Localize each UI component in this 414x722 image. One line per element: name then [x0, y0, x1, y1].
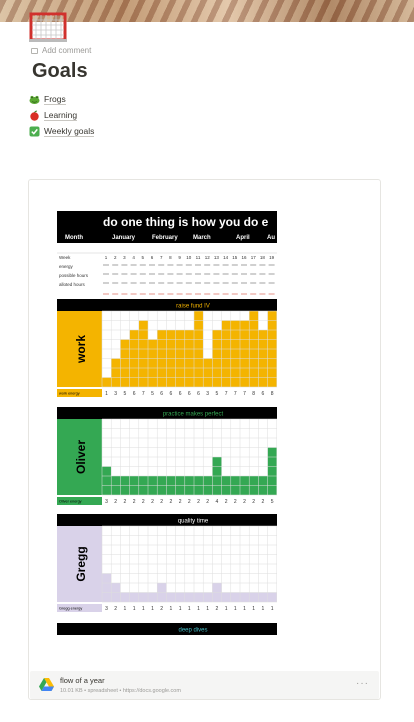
- page-link-learning[interactable]: [29, 107, 94, 123]
- energy-value: 7: [224, 391, 228, 397]
- week-number: 6: [150, 255, 154, 260]
- energy-value: 6: [197, 391, 200, 397]
- energy-value: 5: [123, 391, 127, 397]
- file-meta: 10.01 KB • spreadsheet • https://docs.google.com: [60, 688, 181, 694]
- comment-icon: [31, 48, 38, 54]
- week-number: 7: [159, 255, 163, 260]
- row-cell: [241, 273, 247, 275]
- row-cell: [140, 282, 146, 284]
- energy-value: 1: [141, 606, 145, 612]
- file-bar[interactable]: [30, 671, 379, 699]
- level-bar: [120, 340, 129, 388]
- row-cell: [177, 264, 183, 266]
- level-bar: [240, 321, 249, 388]
- energy-value: 1: [169, 606, 173, 612]
- row-cell: [186, 273, 192, 275]
- row-cell: [241, 293, 247, 295]
- energy-value: 2: [169, 499, 173, 505]
- energy-value: 1: [123, 606, 127, 612]
- energy-value: 1: [243, 606, 246, 612]
- row-cell: [186, 282, 192, 284]
- energy-value: 6: [160, 391, 164, 397]
- level-bar: [148, 340, 157, 388]
- row-cell: [149, 273, 155, 275]
- week-number: 18: [259, 255, 265, 260]
- energy-value: 1: [105, 391, 108, 397]
- energy-value: 3: [105, 499, 108, 505]
- row-cell: [131, 282, 137, 284]
- sheet-banner-text: do one thing is how you do e: [103, 215, 269, 229]
- row-cell: [177, 273, 183, 275]
- level-bar: [102, 467, 111, 496]
- energy-value: 1: [270, 606, 274, 612]
- spreadsheet-preview-svg: [57, 211, 277, 635]
- energy-value: 2: [215, 606, 219, 612]
- level-bar: [166, 593, 175, 603]
- energy-value: 2: [206, 499, 210, 505]
- energy-value: 1: [224, 606, 228, 612]
- row-cell: [149, 264, 155, 266]
- week-number: 2: [113, 255, 117, 260]
- row-cell: [259, 293, 265, 295]
- energy-value: 2: [114, 499, 118, 505]
- week-number: 15: [232, 255, 238, 260]
- row-cell: [223, 293, 229, 295]
- page-link-label: Weekly goals: [44, 125, 95, 136]
- row-cell: [259, 282, 265, 284]
- level-bar: [222, 321, 231, 388]
- google-drive-icon: [39, 678, 54, 691]
- row-cell: [167, 264, 173, 266]
- file-embed[interactable]: [28, 179, 381, 700]
- level-bar: [102, 574, 111, 603]
- row-cell: [149, 282, 155, 284]
- row-cell: [158, 293, 164, 295]
- row-cell: [269, 293, 275, 295]
- row-cell: [131, 264, 137, 266]
- energy-value: 2: [224, 499, 228, 505]
- section-header: [57, 299, 277, 311]
- section-header-text: practice makes perfect: [162, 411, 224, 418]
- energy-value: 1: [252, 606, 256, 612]
- level-bar: [102, 378, 111, 388]
- energy-value: 2: [233, 499, 237, 505]
- page-link-weekly-goals[interactable]: [29, 123, 94, 139]
- section-name: Oliver: [74, 439, 88, 475]
- row-cell: [131, 293, 137, 295]
- section-name: Gregg: [74, 546, 88, 582]
- week-number: 4: [132, 255, 135, 260]
- row-cell: [250, 264, 256, 266]
- row-cell: [186, 293, 192, 295]
- row-cell: [131, 273, 137, 275]
- row-cell: [140, 273, 146, 275]
- energy-value: 2: [261, 499, 265, 505]
- row-cell: [213, 293, 219, 295]
- add-comment-button[interactable]: [31, 46, 91, 55]
- page-link-label: Frogs: [44, 93, 66, 104]
- energy-value: 1: [132, 606, 136, 612]
- level-bar: [130, 593, 139, 603]
- energy-value: 5: [215, 391, 219, 397]
- row-cell: [269, 264, 275, 266]
- row-cell: [232, 273, 238, 275]
- row-cell: [121, 264, 127, 266]
- week-number: 11: [195, 255, 201, 260]
- section-header-text: quality time: [177, 518, 209, 525]
- energy-value: 1: [261, 606, 265, 612]
- row-cell: [158, 264, 164, 266]
- row-cell: [232, 264, 238, 266]
- energy-value: 8: [270, 391, 274, 397]
- row-cell: [186, 264, 192, 266]
- level-bar: [268, 448, 277, 496]
- row-cell: [167, 293, 173, 295]
- row-cell: [232, 293, 238, 295]
- week-number: 8: [169, 255, 172, 260]
- row-cell: [213, 282, 219, 284]
- row-cell: [149, 293, 155, 295]
- row-cell: [167, 282, 173, 284]
- energy-value: 2: [197, 499, 200, 505]
- energy-value: 2: [252, 499, 256, 505]
- energy-value: 6: [169, 391, 173, 397]
- week-number: 3: [123, 255, 126, 260]
- row-cell: [103, 273, 109, 275]
- row-cell: [195, 273, 201, 275]
- row-cell: [103, 282, 109, 284]
- row-cell: [259, 264, 265, 266]
- row-label: alloted hours: [59, 282, 85, 287]
- row-cell: [195, 282, 201, 284]
- level-bar: [148, 593, 157, 603]
- hockey-goal-icon[interactable]: [28, 10, 68, 44]
- row-cell: [112, 282, 118, 284]
- row-cell: [177, 282, 183, 284]
- energy-value: 2: [160, 606, 164, 612]
- frog-icon: [29, 94, 40, 105]
- energy-value: 1: [206, 606, 210, 612]
- row-cell: [213, 264, 219, 266]
- row-cell: [269, 273, 275, 275]
- level-bar: [258, 593, 267, 603]
- level-bar: [231, 321, 240, 388]
- level-bar: [240, 593, 249, 603]
- row-cell: [112, 293, 118, 295]
- week-number: 14: [223, 255, 229, 260]
- row-cell: [112, 264, 118, 266]
- month-label: Month: [65, 235, 83, 241]
- row-cell: [158, 273, 164, 275]
- section-header: [57, 514, 277, 526]
- row-cell: [195, 264, 201, 266]
- level-bar: [203, 593, 212, 603]
- month-label: April: [236, 235, 250, 241]
- energy-value: 3: [105, 606, 108, 612]
- section-header: [57, 623, 277, 635]
- level-bar: [268, 593, 277, 603]
- week-number: 5: [141, 255, 145, 260]
- level-bar: [185, 593, 194, 603]
- energy-value: 3: [114, 391, 118, 397]
- energy-value: 2: [187, 499, 191, 505]
- page-title[interactable]: Goals: [32, 60, 88, 82]
- energy-value: 8: [252, 391, 256, 397]
- energy-value: 2: [178, 499, 182, 505]
- section-header-text: deep dives: [178, 627, 208, 634]
- row-cell: [103, 293, 109, 295]
- row-cell: [204, 264, 210, 266]
- row-cell: [241, 282, 247, 284]
- row-cell: [232, 282, 238, 284]
- level-bar: [249, 593, 258, 603]
- row-cell: [140, 264, 146, 266]
- energy-value: 2: [132, 499, 136, 505]
- level-bar: [139, 593, 148, 603]
- energy-value: 2: [243, 499, 246, 505]
- week-number: 9: [178, 255, 181, 260]
- level-bar: [111, 359, 120, 388]
- energy-value: 5: [151, 391, 154, 397]
- energy-value: 5: [270, 499, 274, 505]
- file-name: flow of a year: [60, 676, 105, 685]
- row-cell: [167, 273, 173, 275]
- row-cell: [259, 273, 265, 275]
- energy-value: 1: [197, 606, 200, 612]
- row-cell: [223, 282, 229, 284]
- energy-label: work energy: [59, 391, 80, 396]
- energy-value: 7: [141, 391, 145, 397]
- level-bar: [194, 593, 203, 603]
- row-cell: [213, 273, 219, 275]
- page-link-list: [29, 91, 94, 139]
- energy-value: 1: [178, 606, 182, 612]
- energy-value: 6: [187, 391, 191, 397]
- month-label: January: [112, 235, 136, 241]
- row-label: possible hours: [59, 273, 89, 278]
- energy-value: 6: [132, 391, 136, 397]
- energy-value: 7: [233, 391, 237, 397]
- level-bar: [176, 593, 185, 603]
- energy-value: 2: [160, 499, 164, 505]
- energy-value: 3: [206, 391, 210, 397]
- row-cell: [250, 273, 256, 275]
- row-cell: [121, 273, 127, 275]
- row-cell: [241, 264, 247, 266]
- row-cell: [250, 293, 256, 295]
- energy-value: 7: [243, 391, 246, 397]
- week-number: 13: [213, 255, 219, 260]
- month-label: Au: [267, 235, 275, 241]
- week-number: 12: [204, 255, 210, 260]
- row-cell: [204, 282, 210, 284]
- month-label: March: [193, 235, 211, 241]
- month-label: February: [152, 235, 178, 241]
- row-cell: [250, 282, 256, 284]
- add-comment-label: Add comment: [42, 46, 92, 55]
- row-cell: [121, 293, 127, 295]
- row-cell: [158, 282, 164, 284]
- row-label: energy: [59, 264, 73, 269]
- energy-value: 2: [123, 499, 127, 505]
- week-number: 16: [241, 255, 247, 260]
- section-header-text: raise fund IV: [176, 303, 210, 310]
- row-cell: [112, 273, 118, 275]
- apple-icon: [29, 110, 40, 121]
- row-cell: [121, 282, 127, 284]
- level-bar: [222, 593, 231, 603]
- level-bar: [120, 593, 129, 603]
- energy-label: Oliver energy: [59, 499, 82, 504]
- week-number: 10: [186, 255, 192, 260]
- more-options-button[interactable]: ···: [356, 678, 369, 689]
- level-bar: [203, 359, 212, 388]
- energy-value: 1: [233, 606, 237, 612]
- energy-value: 1: [151, 606, 154, 612]
- week-number: 1: [104, 255, 108, 260]
- energy-value: 2: [114, 606, 118, 612]
- energy-value: 2: [141, 499, 145, 505]
- week-label: Week: [59, 255, 71, 260]
- energy-value: 6: [261, 391, 265, 397]
- energy-value: 4: [215, 499, 219, 505]
- row-cell: [269, 282, 275, 284]
- spreadsheet-preview[interactable]: [57, 211, 277, 635]
- row-cell: [177, 293, 183, 295]
- row-cell: [223, 273, 229, 275]
- energy-value: 1: [187, 606, 191, 612]
- row-cell: [195, 293, 201, 295]
- row-cell: [140, 293, 146, 295]
- row-cell: [204, 273, 210, 275]
- check-mark-icon: [29, 126, 40, 137]
- energy-value: 2: [151, 499, 154, 505]
- week-number: 17: [250, 255, 256, 260]
- energy-value: 6: [178, 391, 182, 397]
- page-link-frogs[interactable]: [29, 91, 94, 107]
- page-link-label: Learning: [44, 109, 78, 120]
- row-cell: [204, 293, 210, 295]
- row-cell: [103, 264, 109, 266]
- energy-label: Gregg energy: [59, 606, 83, 611]
- section-name: work: [74, 334, 88, 364]
- level-bar: [231, 593, 240, 603]
- level-bar: [139, 321, 148, 388]
- week-number: 19: [269, 255, 275, 260]
- row-cell: [223, 264, 229, 266]
